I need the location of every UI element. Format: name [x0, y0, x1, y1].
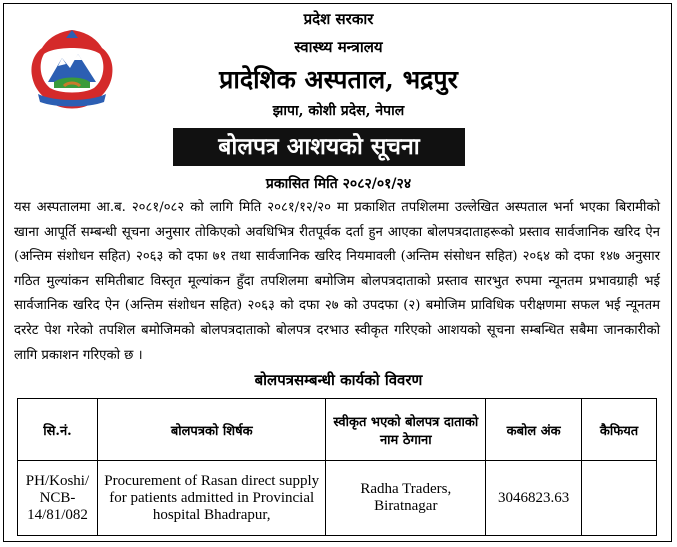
column-header: कबोल अंक — [486, 399, 582, 461]
table-cell-remarks — [582, 461, 657, 536]
hospital-address: झापा, कोशी प्रदेस, नेपाल — [272, 103, 405, 119]
column-header: बोलपत्रको शिर्षक — [97, 399, 325, 461]
table-header-row — [18, 399, 657, 461]
table-cell-amount: 3046823.63 — [486, 461, 582, 536]
government-title: प्रदेश सरकार — [303, 10, 374, 28]
notice-body: यस अस्पतालमा आ.ब. २०८१/०८२ को लागि मिति २०८१/१२/२० मा प्रकाशित तपशिलमा उल्लेखित अस्पताल भर्ना भएका बिरामीको खाना आपूर्ति सम्बन्धी सूचना अनुसार तोकिएको अवधिभित्र रीतपूर्वक दर्ता हुन आएका बोलपत्रदाताहरूको प्रस्ताव सार्वजानिक खरिद ऐन (अन्तिम संशोधन सहित) २०६३ को दफा ७१ तथा सार्वजानिक खरिद नियमावली (अन्तिम संसोधन सहित) २०६४ को दफा १४७ अनुसार गठित मुल्यांकन समितीबाट विस्तृत मूल्यांकन हुँदा तपशिलमा बमोजिम बोलपत्रदाताको प्रस्ताव सारभुत रुपमा न्यूनतम प्रभावग्राही भई सार्वजानिक खरिद ऐन (अन्तिम संशोधन सहित) २०६३ को दफा २७ को उपदफा (२) बमोजिम प्राविधिक परीक्षणमा सफल भई न्यूनतम दररेट पेश गरेको तपशिल बमोजिमको बोलपत्रदाताको बोलपत्र दरभाउ स्वीकृत गरिएको आशयको सूचना सम्बन्धित सबैमा जानकारीको लागि प्रकाशन गरिएको छ । — [14, 200, 660, 363]
table-heading: बोलपत्रसम्बन्धी कार्यको विवरण — [254, 371, 423, 389]
table-cell-title: Procurement of Rasan direct supply for patients admitted in Provincial hospital Bhadrapur, — [97, 461, 325, 536]
ministry-title: स्वास्थ्य मन्त्रालय — [294, 38, 383, 56]
published-date: प्रकासित मिति २०८२/०१/२४ — [265, 176, 412, 192]
column-header: स्वीकृत भएको बोलपत्र दाताको नाम ठेगाना — [326, 399, 486, 461]
hospital-title: प्रादेशिक अस्पताल, भद्रपुर — [219, 65, 458, 94]
table-cell-serial: PH/Koshi/ NCB-14/81/082 — [18, 461, 98, 536]
column-header: सि.नं. — [18, 399, 98, 461]
column-header: कैफियत — [582, 399, 657, 461]
table-cell-bidder: Radha Traders, Biratnagar — [326, 461, 486, 536]
notice-title-banner: बोलपत्र आशयको सूचना — [173, 128, 465, 166]
table-row — [18, 461, 657, 536]
bid-table — [17, 398, 657, 536]
